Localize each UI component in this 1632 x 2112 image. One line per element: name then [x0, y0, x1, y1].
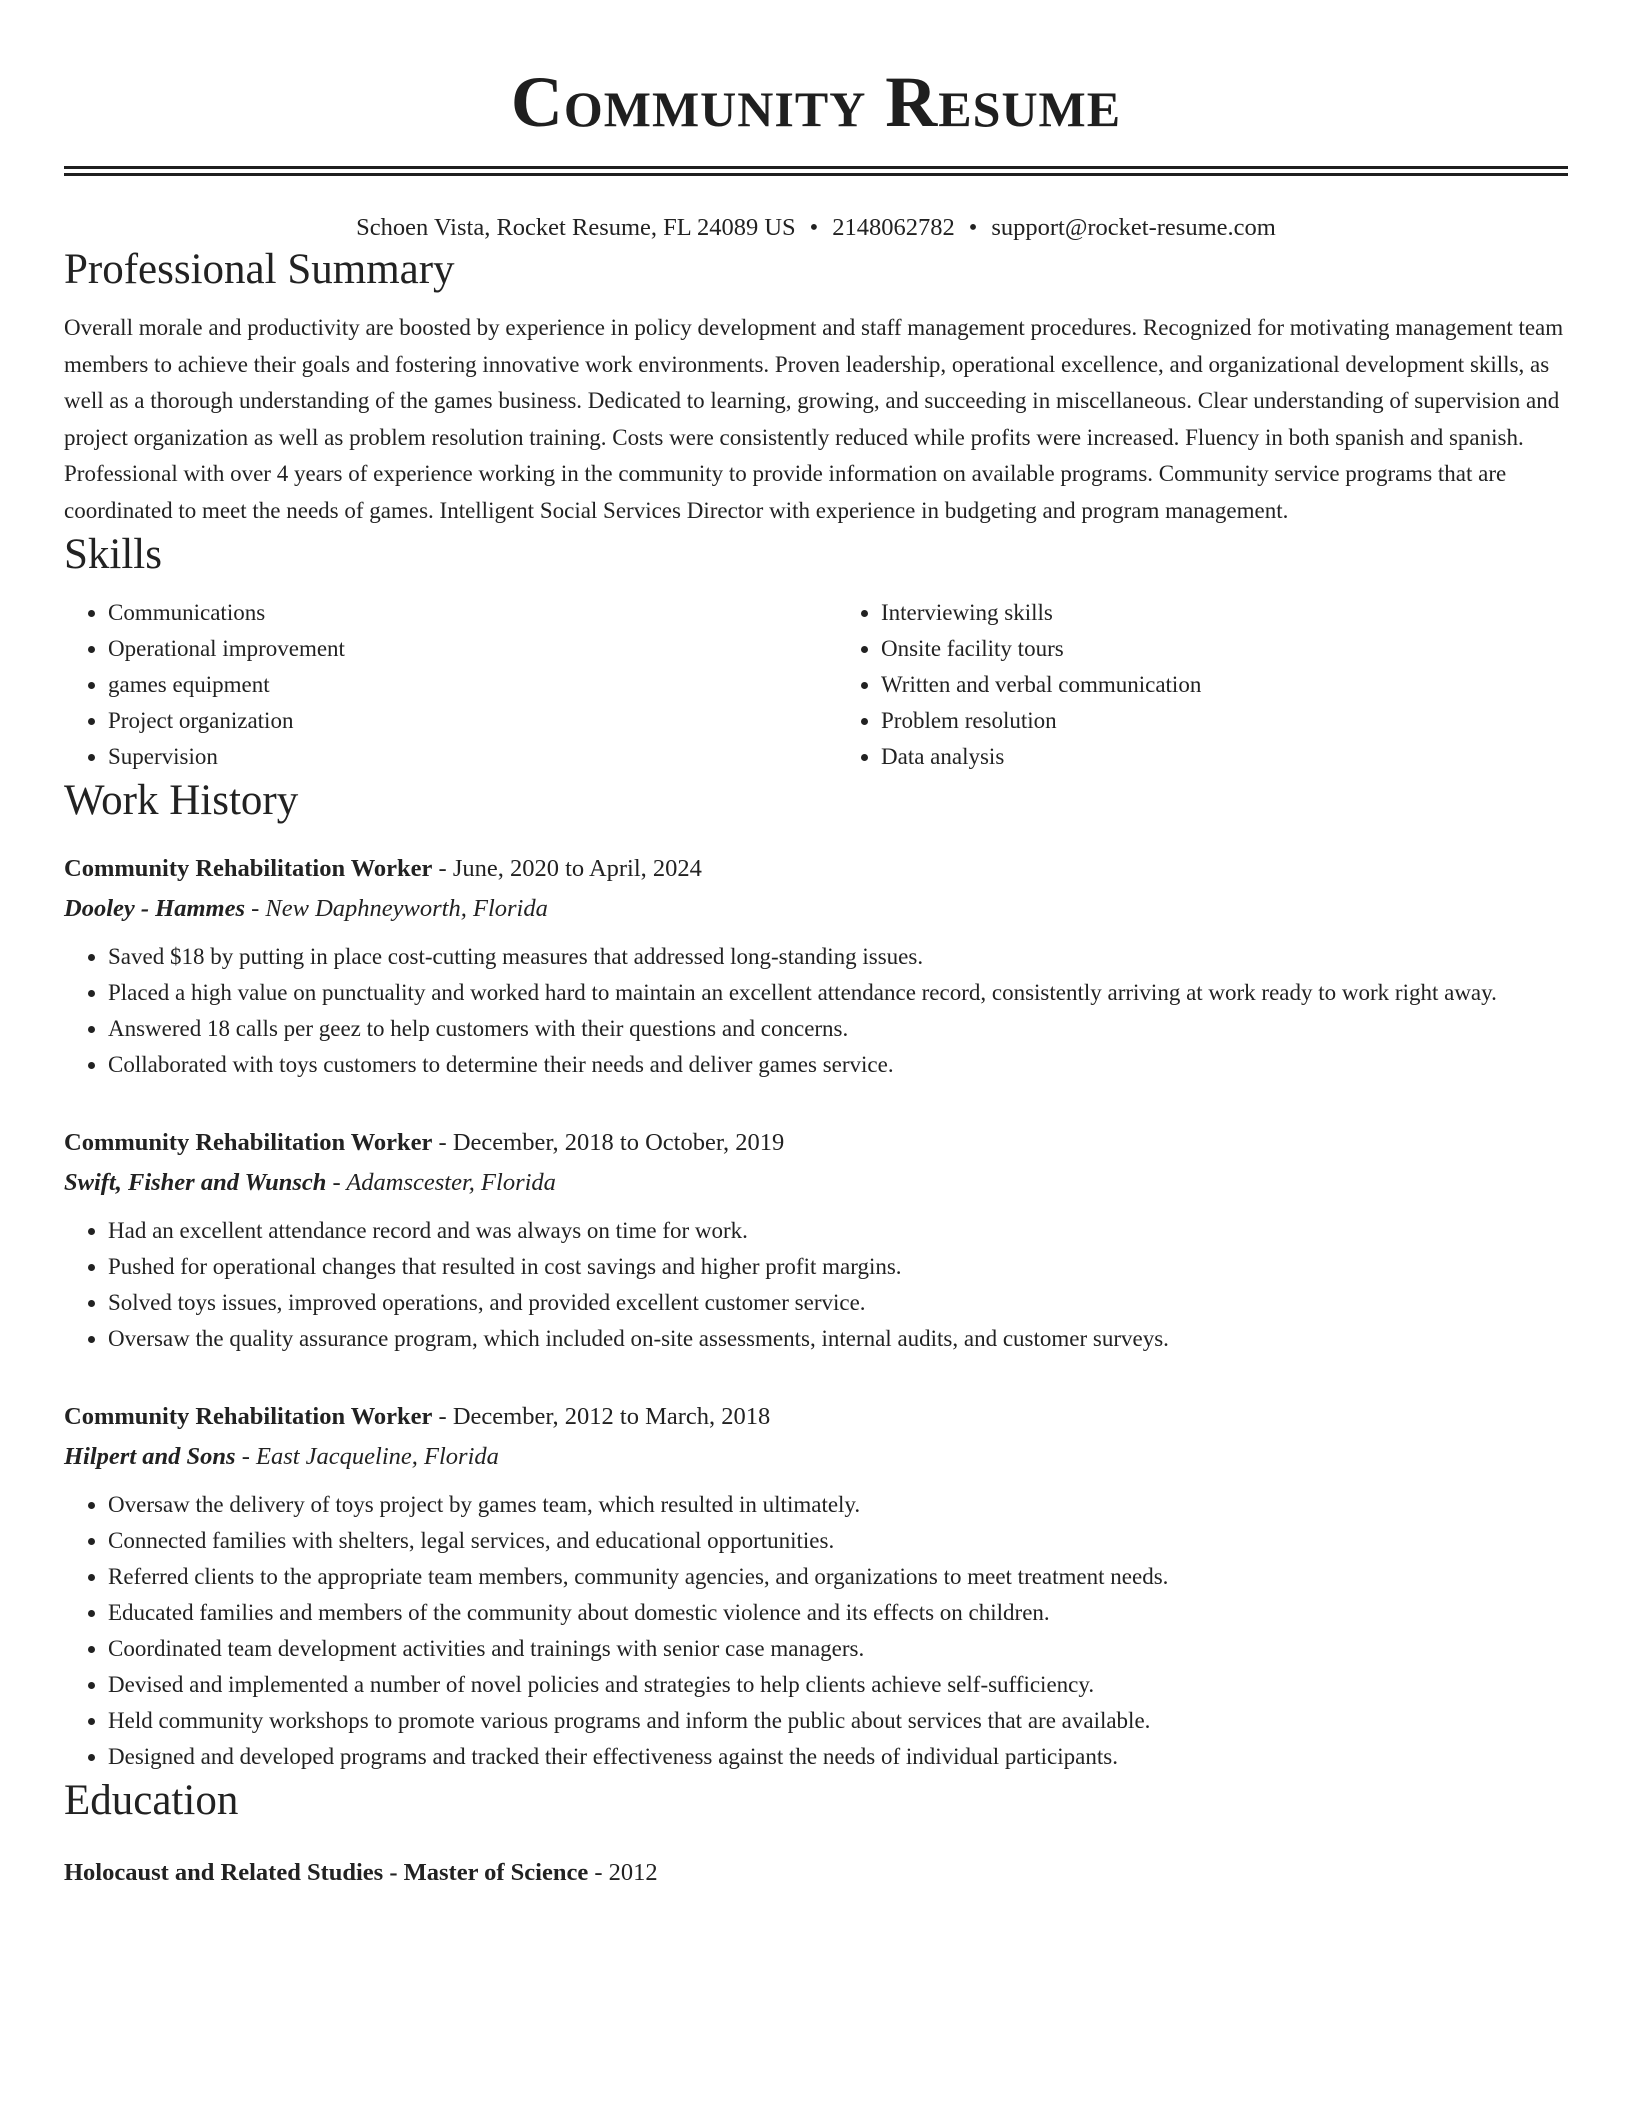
section-heading-education: Education [64, 1777, 239, 1824]
job-title: Community Rehabilitation Worker [64, 855, 433, 882]
skills-column-right [795, 595, 1568, 775]
skills-column-left [64, 595, 795, 775]
job-bullet: • Connected families with shelters, legal services, and educational opportunities. [108, 1523, 1568, 1559]
bullet-separator: • [968, 214, 978, 241]
job-location: New Daphneyworth, Florida [265, 895, 548, 922]
job-bullet: • Designed and developed programs and tracked their effectiveness against the needs of individual participants. [108, 1739, 1568, 1775]
job-bullets [64, 1487, 1568, 1775]
job-title-line: Community Rehabilitation Worker - June, 2020 to April, 2024 [64, 855, 702, 882]
summary-text: Overall morale and productivity are boosted by experience in policy development and staff management procedures. Recognized for motivating management team members to achieve their goals and fostering innovative work environments. Proven leadership, operational excellence, and organizational development skills, as well as a thorough understanding of the games business. Dedicated to learning, growing, and succeeding in miscellaneous. Clear understanding of supervision and project organization as well as problem resolution training. Costs were consistently reduced while profits were increased. Fluency in both spanish and spanish. Professional with over 4 years of experience working in the community to provide information on available programs. Community service programs that are coordinated to meet the needs of games. Intelligent Social Services Director with experience in budgeting and program management. [64, 315, 1564, 523]
job-bullet: • Had an excellent attendance record and was always on time for work. [108, 1213, 1568, 1249]
contact-phone: 2148062782 [832, 214, 955, 241]
bullet-separator: • [809, 214, 819, 241]
job-dates: December, 2012 to March, 2018 [452, 1403, 771, 1430]
contact-address: Schoen Vista, Rocket Resume, FL 24089 US [356, 214, 796, 241]
job-bullet: • Educated families and members of the community about domestic violence and its effects on children. [108, 1595, 1568, 1631]
resume-page [64, 0, 1568, 1893]
skill-item: • Communications [108, 595, 795, 631]
skill-item: • Supervision [108, 739, 795, 775]
section-heading-summary: Professional Summary [64, 246, 455, 293]
job-title-line: Community Rehabilitation Worker - December, 2012 to March, 2018 [64, 1403, 771, 1430]
job-bullet: • Oversaw the quality assurance program, which included on-site assessments, internal audits, and customer surveys. [108, 1321, 1568, 1357]
skill-item: • games equipment [108, 667, 795, 703]
job-bullets [64, 1213, 1568, 1357]
job-company: Dooley - Hammes [64, 895, 245, 922]
education-year: 2012 [608, 1859, 658, 1886]
job-bullet: • Pushed for operational changes that resulted in cost savings and higher profit margins. [108, 1249, 1568, 1285]
job-bullet: • Answered 18 calls per geez to help customers with their questions and concerns. [108, 1011, 1568, 1047]
job-bullet: • Collaborated with toys customers to determine their needs and deliver games service. [108, 1047, 1568, 1083]
education-degree: Holocaust and Related Studies - Master of Science [64, 1859, 589, 1886]
skill-item: • Data analysis [881, 739, 1568, 775]
job-company: Swift, Fisher and Wunsch [64, 1169, 327, 1196]
job-title-line: Community Rehabilitation Worker - December, 2018 to October, 2019 [64, 1129, 785, 1156]
job-location: Adamscester, Florida [346, 1169, 556, 1196]
job-entry [64, 849, 1568, 1083]
job-bullet: • Devised and implemented a number of novel policies and strategies to help clients achieve self-sufficiency. [108, 1667, 1568, 1703]
job-title: Community Rehabilitation Worker [64, 1403, 433, 1430]
skills-list [64, 595, 1568, 775]
skill-item: • Operational improvement [108, 631, 795, 667]
job-title: Community Rehabilitation Worker [64, 1129, 433, 1156]
education-entry: Holocaust and Related Studies - Master of Science - 2012 [64, 1859, 658, 1886]
job-bullet: • Placed a high value on punctuality and worked hard to maintain an excellent attendance record, consistently arriving at work ready to work right away. [108, 975, 1568, 1011]
resume-title: Community Resume [510, 62, 1122, 142]
skill-item: • Problem resolution [881, 703, 1568, 739]
job-bullet: • Saved $18 by putting in place cost-cutting measures that addressed long-standing issues. [108, 939, 1568, 975]
section-heading-work-history: Work History [64, 777, 299, 824]
job-bullet: • Held community workshops to promote various programs and inform the public about services that are available. [108, 1703, 1568, 1739]
section-heading-skills: Skills [64, 531, 162, 578]
job-dates: December, 2018 to October, 2019 [452, 1129, 785, 1156]
job-bullet: • Referred clients to the appropriate team members, community agencies, and organizations to meet treatment needs. [108, 1559, 1568, 1595]
job-entry [64, 1397, 1568, 1775]
job-entry [64, 1123, 1568, 1357]
job-bullet: • Solved toys issues, improved operations, and provided excellent customer service. [108, 1285, 1568, 1321]
job-dates: June, 2020 to April, 2024 [452, 855, 702, 882]
skill-item: • Onsite facility tours [881, 631, 1568, 667]
skill-item: • Interviewing skills [881, 595, 1568, 631]
skill-item: • Project organization [108, 703, 795, 739]
contact-line [64, 212, 1568, 244]
contact-email: support@rocket-resume.com [991, 214, 1276, 241]
job-bullets [64, 939, 1568, 1083]
job-location: East Jacqueline, Florida [255, 1443, 499, 1470]
skill-item: • Written and verbal communication [881, 667, 1568, 703]
job-bullet: • Oversaw the delivery of toys project by games team, which resulted in ultimately. [108, 1487, 1568, 1523]
job-company-line: Dooley - Hammes - New Daphneyworth, Florida [64, 895, 548, 922]
title-double-rule [64, 166, 1568, 176]
job-bullet: • Coordinated team development activities and trainings with senior case managers. [108, 1631, 1568, 1667]
job-company: Hilpert and Sons [64, 1443, 236, 1470]
job-company-line: Hilpert and Sons - East Jacqueline, Florida [64, 1443, 499, 1470]
job-company-line: Swift, Fisher and Wunsch - Adamscester, Florida [64, 1169, 556, 1196]
